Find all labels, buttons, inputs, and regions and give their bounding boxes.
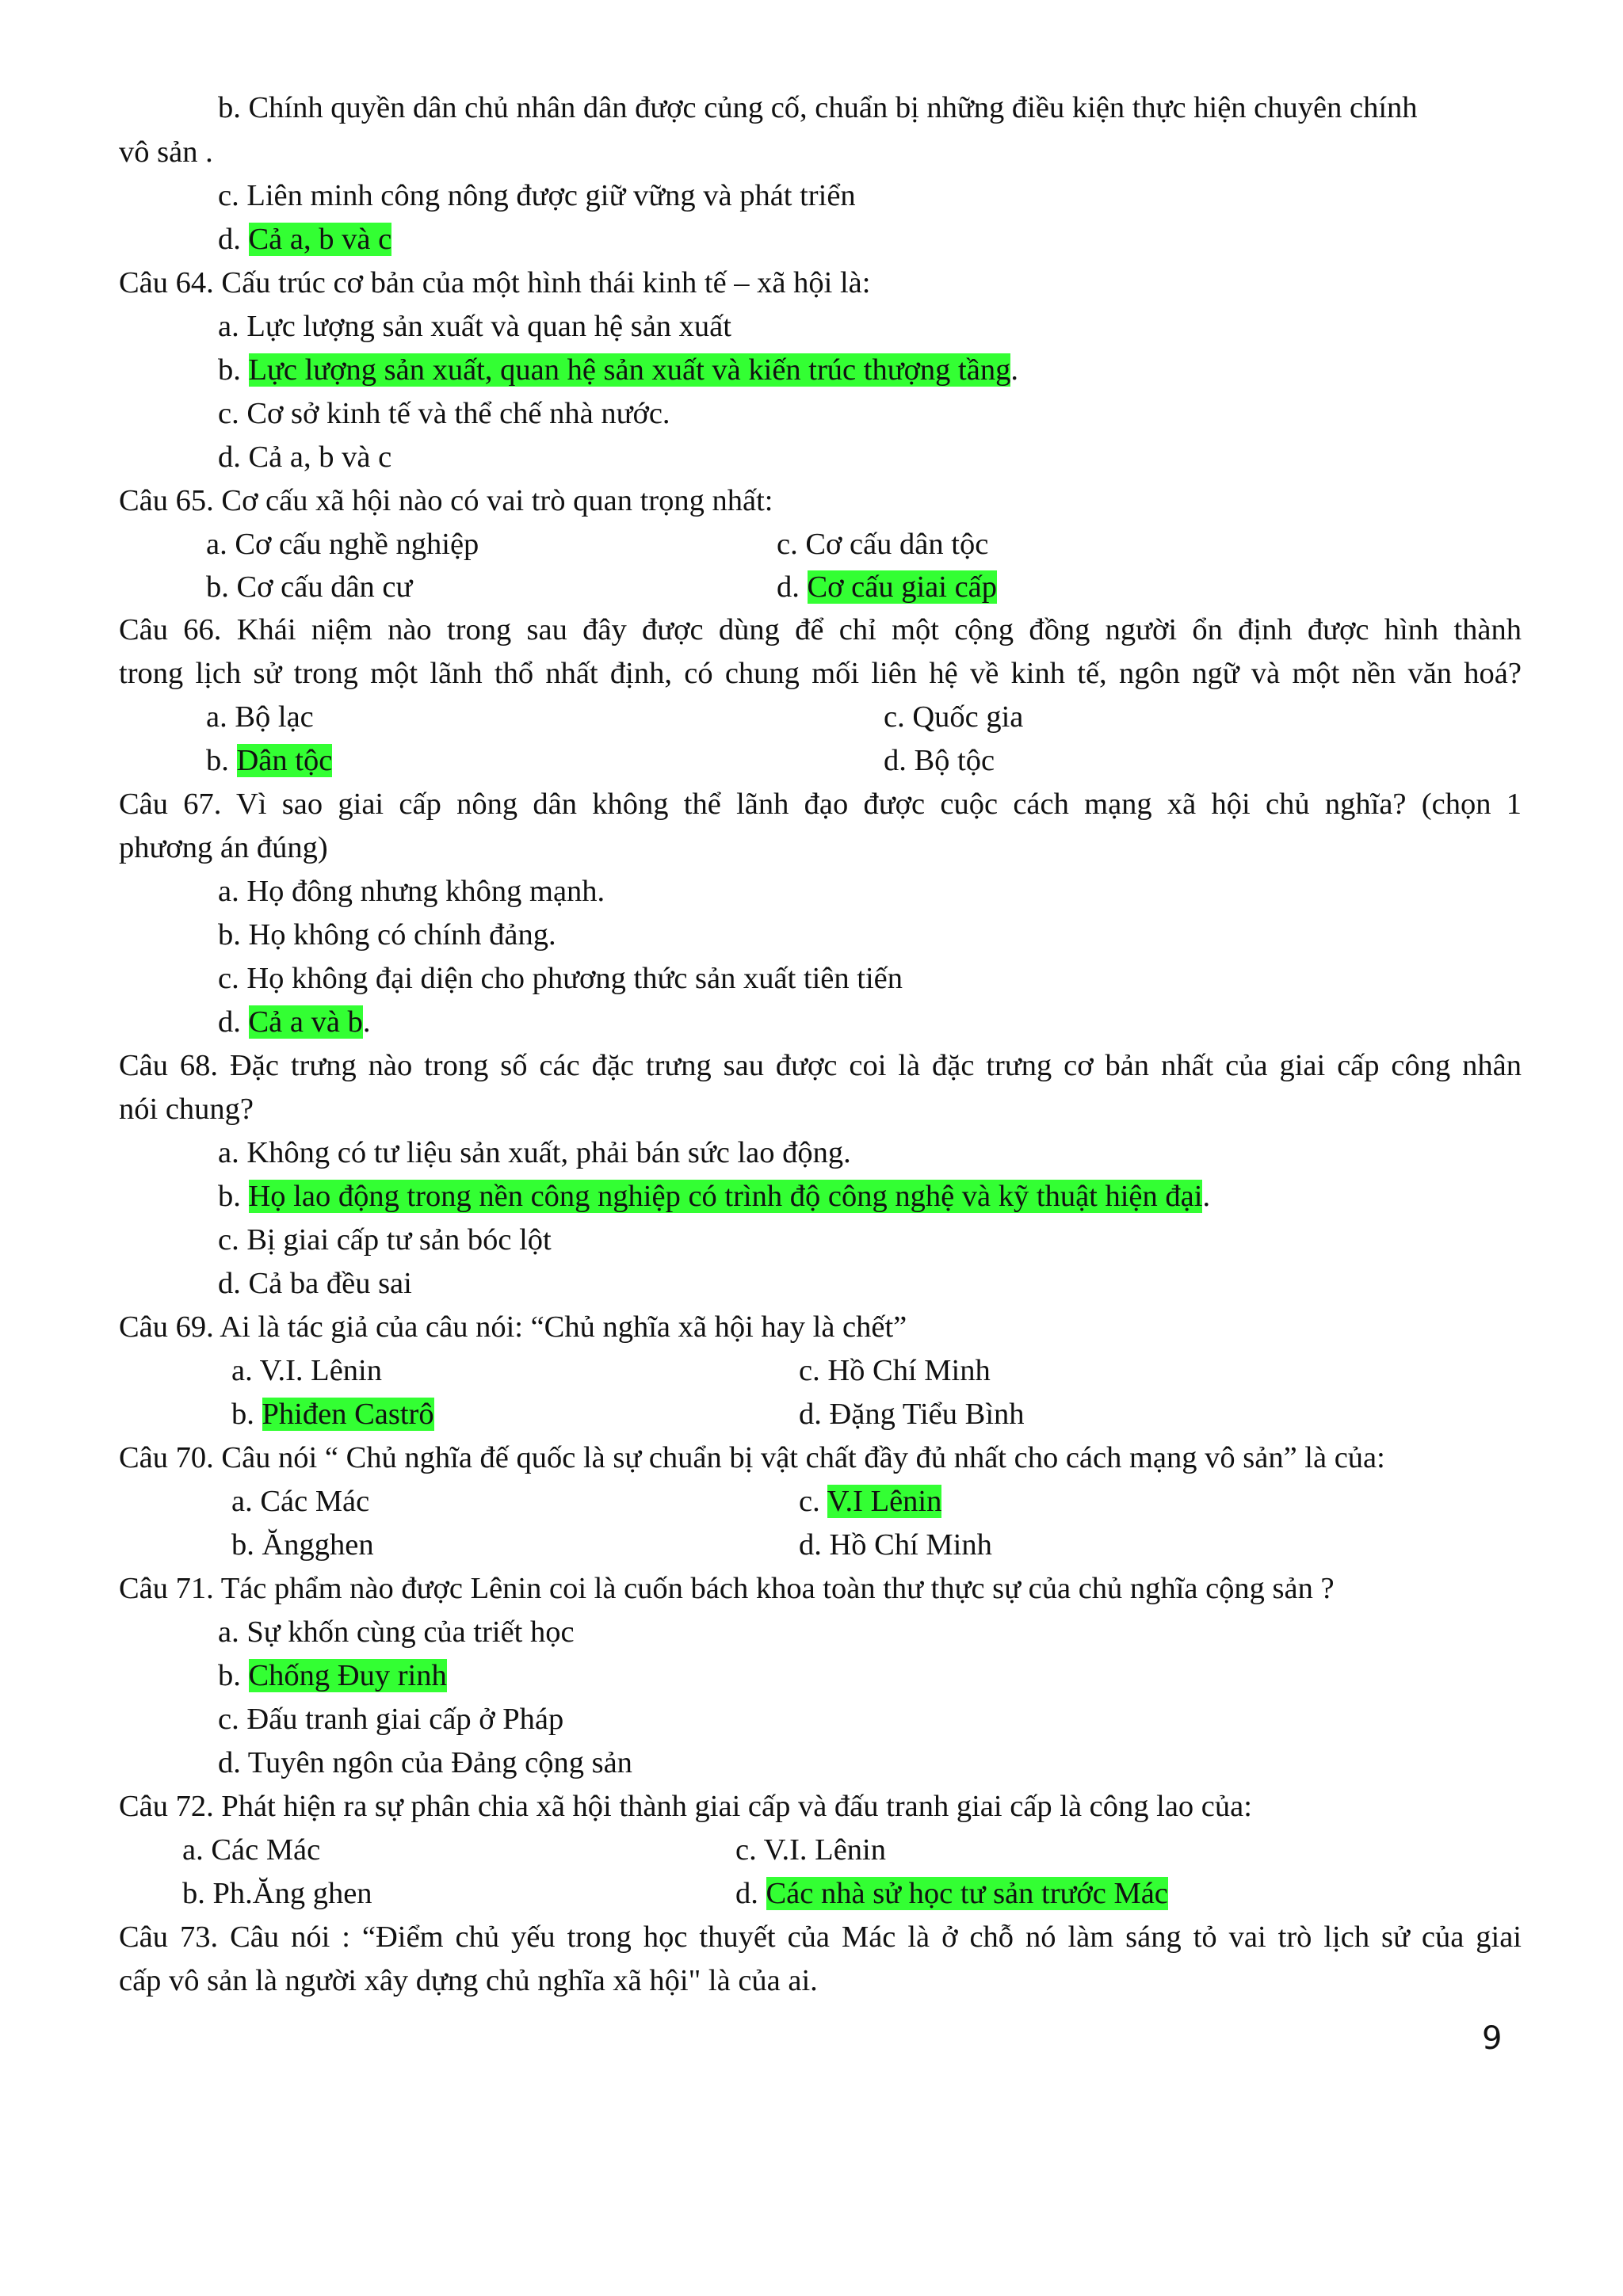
highlighted-answer: Họ lao động trong nền công nghiệp có trình độ công nghệ và kỹ thuật hiện đại [248, 1180, 1203, 1213]
text-line [182, 1872, 372, 1915]
line-text: b. Ăngghen [231, 1528, 374, 1562]
text-line [119, 479, 773, 522]
text-line [218, 1131, 851, 1174]
line-text: a. Sự khốn cùng của triết học [218, 1615, 575, 1649]
line-text: d. Tuyên ngôn của Đảng cộng sản [218, 1746, 632, 1779]
highlighted-answer: Cơ cấu giai cấp [807, 570, 997, 604]
highlighted-answer: Lực lượng sản xuất, quan hệ sản xuất và kiến trúc thượng tầng [248, 353, 1011, 387]
line-text: b. Ph.Ăng ghen [182, 1877, 372, 1910]
text-line [735, 1872, 1168, 1915]
line-text: Câu 64. Cấu trúc cơ bản của một hình thái kinh tế – xã hội là: [119, 266, 871, 299]
text-line [206, 696, 314, 738]
text-line [119, 1785, 1252, 1828]
line-text: Câu 65. Cơ cấu xã hội nào có vai trò quan trọng nhất: [119, 484, 773, 517]
line-text: c. Quốc gia [884, 700, 1024, 734]
text-line [218, 1654, 447, 1697]
line-text: d. Bộ tộc [884, 744, 995, 777]
text-line [231, 1480, 369, 1523]
text-line [218, 913, 556, 956]
line-text: Câu 73. Câu nói : “Điểm chủ yếu trong học thuyết của Mác là ở chỗ nó làm sáng tỏ vai trò lịch sử của giai [119, 1920, 1522, 1954]
text-line [119, 608, 1522, 651]
line-suffix: . [1202, 1180, 1211, 1213]
line-text: b. Chính quyền dân chủ nhân dân được củng cố, chuẩn bị những điều kiện thực hiện chuyên chính [218, 91, 1418, 124]
highlighted-answer: Các nhà sử học tư sản trước Mác [766, 1877, 1168, 1910]
text-line [206, 739, 332, 782]
text-line [231, 1349, 382, 1392]
highlighted-answer: Dân tộc [236, 744, 333, 777]
line-text: trong lịch sử trong một lãnh thổ nhất định, có chung mối liên hệ về kinh tế, ngôn ngữ và một nền văn hoá? [119, 657, 1522, 690]
text-line [218, 1001, 370, 1043]
text-line [777, 523, 988, 566]
text-line [231, 1524, 374, 1566]
line-text: d. Hồ Chí Minh [799, 1528, 992, 1562]
text-line [218, 1262, 412, 1305]
line-text: c. [799, 1485, 827, 1518]
line-text: c. Đấu tranh giai cấp ở Pháp [218, 1703, 564, 1736]
line-text: cấp vô sản là người xây dựng chủ nghĩa xã hội" là của ai. [119, 1964, 818, 1997]
text-line [119, 1436, 1385, 1479]
text-line [884, 739, 995, 782]
line-text: a. Không có tư liệu sản xuất, phải bán sức lao động. [218, 1136, 851, 1169]
line-text: Câu 72. Phát hiện ra sự phân chia xã hội thành giai cấp và đấu tranh giai cấp là công lao của: [119, 1790, 1252, 1823]
line-text: a. Các Mác [182, 1833, 321, 1867]
text-line [231, 1393, 434, 1436]
line-suffix: . [1010, 353, 1018, 387]
line-text: d. [218, 223, 249, 256]
text-line [119, 261, 870, 304]
line-text: b. Cơ cấu dân cư [206, 570, 413, 604]
text-line [119, 1306, 907, 1348]
text-line [218, 436, 391, 479]
line-suffix: . [362, 1005, 371, 1039]
text-line [777, 566, 997, 608]
text-line [799, 1480, 941, 1523]
line-text: Câu 71. Tác phẩm nào được Lênin coi là cuốn bách khoa toàn thư thực sự của chủ nghĩa cộng sản ? [119, 1572, 1335, 1605]
text-line [218, 218, 391, 261]
line-text: b. [231, 1398, 262, 1431]
line-text: vô sản . [119, 135, 213, 169]
line-text: b. Họ không có chính đảng. [218, 918, 556, 952]
text-line [218, 1698, 563, 1741]
text-line [119, 131, 213, 174]
text-line [218, 870, 605, 913]
highlighted-answer: V.I Lênin [827, 1485, 942, 1518]
line-text: Câu 70. Câu nói “ Chủ nghĩa đế quốc là sự chuẩn bị vật chất đầy đủ nhất cho cách mạng vô sản” là của: [119, 1441, 1385, 1474]
text-line [218, 305, 731, 348]
line-text: Câu 67. Vì sao giai cấp nông dân không thể lãnh đạo được cuộc cách mạng xã hội chủ nghĩa? (chọn 1 [119, 788, 1522, 821]
line-text: c. Cơ cấu dân tộc [777, 528, 989, 561]
text-line [119, 783, 1522, 826]
text-line [218, 1175, 1210, 1218]
text-line [799, 1524, 992, 1566]
line-text: a. Bộ lạc [206, 700, 314, 734]
text-line [206, 566, 412, 608]
line-text: a. Lực lượng sản xuất và quan hệ sản xuất [218, 310, 731, 343]
text-line [206, 523, 479, 566]
highlighted-answer: Chống Đuy rinh [248, 1659, 447, 1692]
line-text: Câu 66. Khái niệm nào trong sau đây được dùng để chỉ một cộng đồng người ổn định được hình thành [119, 613, 1522, 646]
text-line [799, 1349, 991, 1392]
text-line [218, 1741, 632, 1784]
line-text: d. [218, 1005, 249, 1039]
text-line [218, 349, 1018, 391]
text-line [799, 1393, 1025, 1436]
text-line [119, 1959, 818, 2002]
text-line [218, 86, 1418, 129]
highlighted-answer: Cả a, b và c [248, 223, 392, 256]
line-text: d. [735, 1877, 766, 1910]
page-number: 9 [1482, 2020, 1503, 2057]
line-text: b. [206, 744, 237, 777]
text-line [218, 957, 903, 1000]
line-text: d. Cả a, b và c [218, 441, 392, 474]
line-text: c. Hồ Chí Minh [799, 1354, 991, 1387]
line-text: c. Họ không đại diện cho phương thức sản xuất tiên tiến [218, 962, 903, 995]
text-line [884, 696, 1023, 738]
line-text: d. [777, 570, 808, 604]
text-line [182, 1829, 320, 1871]
text-line [218, 174, 856, 217]
line-text: Câu 69. Ai là tác giả của câu nói: “Chủ nghĩa xã hội hay là chết” [119, 1310, 907, 1344]
line-text: c. V.I. Lênin [735, 1833, 886, 1867]
text-line [119, 1044, 1522, 1087]
text-line [218, 1219, 552, 1261]
text-line [119, 826, 328, 869]
text-line [218, 392, 670, 435]
text-line [735, 1829, 886, 1871]
text-line [218, 1611, 575, 1653]
text-line [119, 1916, 1522, 1958]
text-line [119, 1088, 254, 1131]
highlighted-answer: Cả a và b [248, 1005, 363, 1039]
line-text: c. Bị giai cấp tư sản bóc lột [218, 1223, 552, 1257]
line-text: Câu 68. Đặc trưng nào trong số các đặc trưng sau được coi là đặc trưng cơ bản nhất của giai cấp công nhân [119, 1049, 1522, 1082]
line-text: a. Cơ cấu nghề nghiệp [206, 528, 479, 561]
text-line [119, 652, 1522, 695]
line-text: a. V.I. Lênin [231, 1354, 382, 1387]
line-text: c. Liên minh công nông được giữ vững và phát triển [218, 179, 856, 212]
text-line [119, 1567, 1335, 1610]
line-text: a. Họ đông nhưng không mạnh. [218, 875, 605, 908]
line-text: phương án đúng) [119, 831, 328, 864]
line-text: d. Đặng Tiểu Bình [799, 1398, 1025, 1431]
highlighted-answer: Phiđen Castrô [262, 1398, 434, 1431]
line-text: d. Cả ba đều sai [218, 1267, 412, 1300]
line-text: b. [218, 1659, 249, 1692]
line-text: c. Cơ sở kinh tế và thể chế nhà nước. [218, 397, 670, 430]
line-text: nói chung? [119, 1093, 254, 1126]
line-text: b. [218, 353, 249, 387]
line-text: b. [218, 1180, 249, 1213]
line-text: a. Các Mác [231, 1485, 370, 1518]
